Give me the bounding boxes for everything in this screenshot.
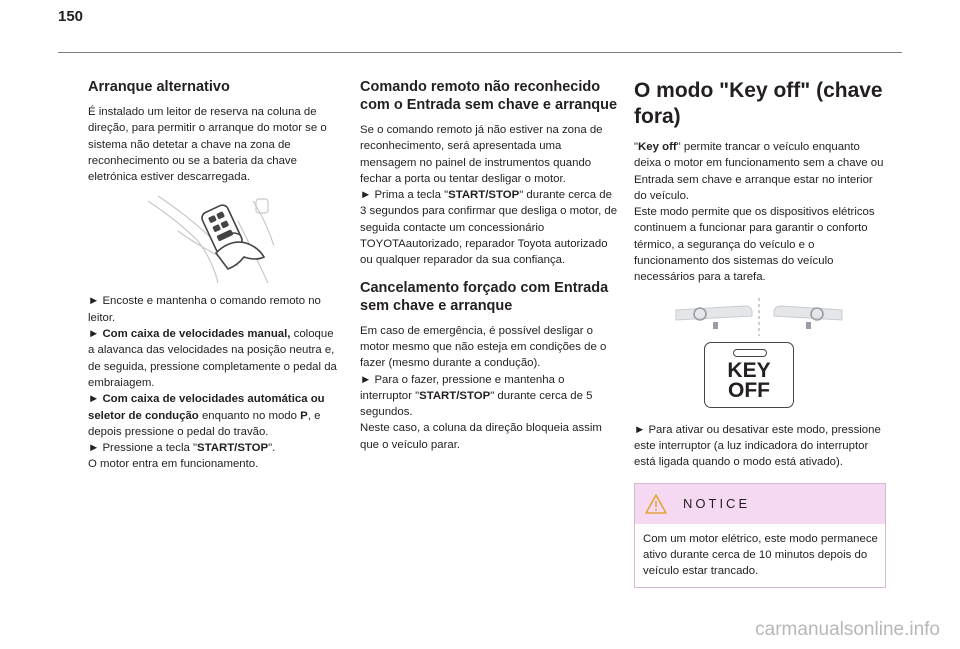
- bold-text: P: [300, 409, 308, 422]
- indicator-light: [733, 349, 767, 357]
- text: " permite trancar o veículo enquanto deixa o motor em funcionamento sem a chave ou Entrada sem chave e arranque estar no interior do veículo.: [634, 141, 884, 202]
- key-off-label-line2: OFF: [728, 378, 770, 402]
- paragraph: ► Encoste e mantenha o comando remoto no leitor.: [88, 295, 321, 324]
- text: ► Pressione a tecla ": [88, 442, 198, 455]
- page-number: 150: [58, 8, 84, 25]
- key-off-label-line1: KEY: [727, 358, 771, 382]
- notice-title: NOTICE: [683, 496, 751, 512]
- bold-text: START/STOP: [419, 389, 491, 402]
- warning-icon: [645, 494, 667, 514]
- text: ► Prima a tecla ": [360, 189, 449, 202]
- paragraph: [360, 187, 618, 268]
- paragraph: É instalado um leitor de reserva na coluna de direção, para permitir o arranque do motor se o sistema não detetar a chave na zona de reconhecimento ou se a bateria da chave eletrónica estiver descarregada.: [88, 106, 327, 184]
- hand-icon: [216, 243, 264, 270]
- text: , e depois pressione o pedal do travão.: [88, 409, 321, 438]
- notice-header: [635, 484, 885, 524]
- paragraph: O motor entra em funcionamento.: [88, 458, 259, 471]
- paragraph: [360, 372, 618, 421]
- text: " durante cerca de 5 segundos.: [360, 389, 593, 419]
- section-title: O modo "Key off" (chave fora): [634, 79, 883, 128]
- text: ": [634, 141, 639, 153]
- bold-text: START/STOP: [448, 189, 520, 202]
- column-key-off: [634, 78, 886, 588]
- section-title: Cancelamento forçado com Entrada sem chave e arranque: [360, 279, 609, 314]
- header-rule: [58, 52, 902, 53]
- paragraph: Em caso de emergência, é possível desligar o motor mesmo que não esteja em condições de o fazer (mesmo durante a condução).: [360, 324, 607, 370]
- paragraph: Neste caso, a coluna da direção bloqueia assim que o veículo parar.: [360, 422, 602, 451]
- paragraph: [634, 139, 886, 204]
- section-title: Arranque alternativo: [88, 79, 230, 95]
- text: ► Para o fazer, pressione e mantenha o interruptor ": [360, 373, 565, 402]
- paragraph: [88, 391, 338, 440]
- paragraph: ► Para ativar ou desativar este modo, pressione este interruptor (a luz indicadora do interruptor está ligada quando o modo está ativado).: [634, 423, 881, 469]
- section-title: Comando remoto não reconhecido com o Entrada sem chave e arranque: [360, 79, 618, 113]
- bold-text: START/STOP: [197, 442, 269, 455]
- paragraph: [88, 326, 338, 391]
- column-remote-not-recognized: [360, 78, 618, 453]
- bold-text: ► Com caixa de velocidades automática ou seletor de condução: [88, 393, 325, 422]
- dashboard-illustration: [634, 296, 886, 338]
- column-alternative-start: [88, 78, 338, 473]
- notice-body: [635, 524, 885, 588]
- paragraph: [88, 440, 338, 456]
- notice-text: Com um motor elétrico, este modo permanece ativo durante cerca de 10 minutos depois do veículo estar trancado.: [643, 532, 878, 578]
- paragraph: Este modo permite que os dispositivos elétricos continuem a funcionar para garantir o conforto térmico, a segurança do veículo e o funcionamento dos sistemas do veículo necessários para a tarefa.: [634, 206, 875, 284]
- text: coloque a alavanca das velocidades na posição neutra e, de seguida, pressione completamente o pedal da embraiagem.: [88, 328, 337, 389]
- watermark: carmanualsonline.info: [755, 619, 940, 640]
- key-reader-illustration: [88, 191, 338, 287]
- paragraph: Se o comando remoto já não estiver na zona de reconhecimento, será apresentada uma mensagem no painel de instrumentos quando fechar a porta ou tentar desligar o motor.: [360, 124, 603, 185]
- text: ".: [268, 442, 276, 455]
- text: " durante cerca de 3 segundos para confirmar que desliga o motor, de seguida contacte um concessionário TOYOTAautorizado, reparador Toyota autorizado ou qualquer reparador da sua confiança.: [360, 189, 618, 267]
- bold-text: Key off: [638, 141, 677, 153]
- key-off-button: [704, 342, 794, 408]
- text: enquanto no modo: [198, 409, 301, 422]
- notice-box: [634, 483, 886, 589]
- bold-text: ► Com caixa de velocidades manual,: [88, 328, 291, 341]
